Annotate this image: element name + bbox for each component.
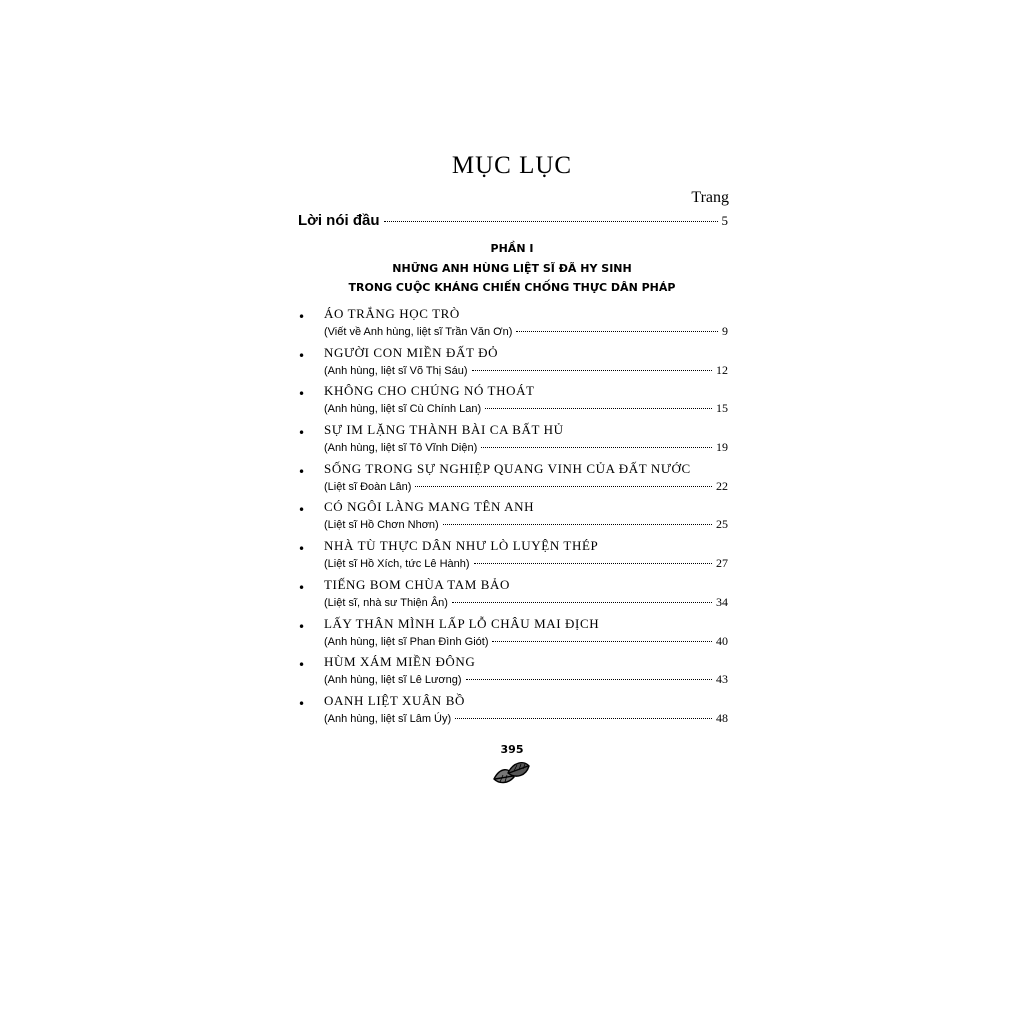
entry-title: HÙM XÁM MIỀN ĐÔNG <box>324 654 476 670</box>
entry-page: 25 <box>716 517 728 532</box>
toc-entry[interactable] <box>298 345 728 384</box>
bullet-icon: • <box>298 310 306 324</box>
toc-entry[interactable] <box>298 422 728 461</box>
entry-page: 48 <box>716 710 728 725</box>
leader-dots <box>516 331 718 332</box>
leader-dots <box>474 563 712 564</box>
entry-subtitle-row <box>324 595 728 610</box>
leader-dots <box>452 602 712 603</box>
entry-subtitle-row <box>324 401 728 416</box>
toc-entry[interactable] <box>298 499 728 538</box>
entry-subtitle: (Liệt sĩ, nhà sư Thiện Ân) <box>324 596 448 609</box>
entry-page: 9 <box>722 324 728 338</box>
page-column-label: Trang <box>691 189 729 206</box>
bullet-icon: • <box>298 348 306 363</box>
entry-page: 12 <box>716 362 728 377</box>
preface-page: 5 <box>721 213 728 228</box>
entry-page: 34 <box>716 594 728 609</box>
toc-list <box>298 306 728 732</box>
toc-entry[interactable] <box>298 654 728 693</box>
entry-title: TIẾNG BOM CHÙA TAM BẢO <box>324 576 510 592</box>
toc-entry[interactable] <box>298 383 728 422</box>
preface-label: Lời nói đầu <box>298 212 380 229</box>
bullet-icon: • <box>298 542 306 557</box>
entry-title: SỐNG TRONG SỰ NGHIỆP QUANG VINH CỦA ĐẤT NƯỚC <box>324 460 691 476</box>
toc-entry[interactable] <box>298 538 728 577</box>
entry-subtitle-row <box>324 479 728 494</box>
toc-entry[interactable] <box>298 577 728 616</box>
part-heading: PHẦN I <box>490 242 534 255</box>
leader-dots <box>466 679 713 680</box>
bullet-icon: • <box>298 503 306 518</box>
entry-subtitle: (Anh hùng, liệt sĩ Lâm Úy) <box>324 712 452 725</box>
entry-title: NGƯỜI CON MIỀN ĐẤT ĐỎ <box>324 344 499 360</box>
entry-title: OANH LIỆT XUÂN BỒ <box>324 692 466 708</box>
leader-dots <box>455 718 712 719</box>
bullet-icon: • <box>298 658 306 673</box>
toc-entry[interactable] <box>298 693 728 732</box>
entry-title: LẤY THÂN MÌNH LẤP LỖ CHÂU MAI ĐỊCH <box>324 615 600 631</box>
toc-entry[interactable] <box>298 306 728 345</box>
leader-dots <box>485 408 712 409</box>
part-subtitle-line1: NHỮNG ANH HÙNG LIỆT SĨ ĐÃ HY SINH <box>392 262 632 275</box>
entry-page: 43 <box>716 672 728 687</box>
entry-subtitle: (Liệt sĩ Hồ Chơn Nhơn) <box>324 519 439 532</box>
leader-dots <box>472 370 713 371</box>
entry-subtitle-row <box>324 440 728 455</box>
leader-dots <box>384 221 718 222</box>
entry-title: KHÔNG CHO CHÚNG NÓ THOÁT <box>324 383 535 399</box>
leader-dots <box>492 641 712 642</box>
bullet-icon: • <box>298 580 306 595</box>
entry-subtitle: (Liệt sĩ Đoàn Lân) <box>324 480 412 493</box>
bullet-icon: • <box>298 696 306 711</box>
bullet-icon: • <box>298 464 306 479</box>
bullet-icon: • <box>298 619 306 634</box>
entry-subtitle: (Anh hùng, liệt sĩ Phan Đình Giót) <box>324 635 489 648</box>
preface-entry[interactable] <box>298 212 728 229</box>
entry-title: SỰ IM LẶNG THÀNH BÀI CA BẤT HỦ <box>324 422 564 438</box>
leader-dots <box>481 447 712 448</box>
entry-title: ÁO TRẮNG HỌC TRÒ <box>324 306 460 321</box>
leader-dots <box>415 486 712 487</box>
entry-subtitle: (Anh hùng, liệt sĩ Lê Lương) <box>324 674 462 687</box>
entry-subtitle: (Anh hùng, liệt sĩ Võ Thị Sáu) <box>324 364 468 377</box>
bullet-icon: • <box>298 426 306 441</box>
entry-page: 40 <box>716 633 728 648</box>
leader-dots <box>443 524 712 525</box>
entry-subtitle-row <box>324 324 728 339</box>
toc-entry[interactable] <box>298 616 728 655</box>
entry-page: 27 <box>716 556 728 571</box>
entry-subtitle: (Viết về Anh hùng, liệt sĩ Trần Văn Ơn) <box>324 326 513 338</box>
entry-title: NHÀ TÙ THỰC DÂN NHƯ LÒ LUYỆN THÉP <box>324 538 599 554</box>
entry-subtitle: (Anh hùng, liệt sĩ Cù Chính Lan) <box>324 403 482 416</box>
leaves-icon <box>490 757 532 787</box>
toc-entry[interactable] <box>298 461 728 500</box>
page-title: MỤC LỤC <box>451 152 573 179</box>
entry-subtitle-row <box>324 556 728 571</box>
entry-subtitle-row <box>324 672 728 687</box>
entry-subtitle-row <box>324 363 728 378</box>
entry-page: 22 <box>716 478 728 493</box>
entry-page: 15 <box>716 401 728 416</box>
entry-title: CÓ NGÔI LÀNG MANG TÊN ANH <box>324 499 535 515</box>
entry-subtitle: (Liệt sĩ Hồ Xích, tức Lê Hành) <box>324 558 470 571</box>
entry-subtitle-row <box>324 517 728 532</box>
bullet-icon: • <box>298 387 306 402</box>
page-number: 395 <box>500 743 524 756</box>
entry-subtitle-row <box>324 711 728 726</box>
part-subtitle-line2: TRONG CUỘC KHÁNG CHIẾN CHỐNG THỰC DÂN PHÁP <box>348 281 676 294</box>
entry-page: 19 <box>716 440 728 455</box>
entry-subtitle-row <box>324 634 728 649</box>
entry-subtitle: (Anh hùng, liệt sĩ Tô Vĩnh Diện) <box>324 442 478 455</box>
